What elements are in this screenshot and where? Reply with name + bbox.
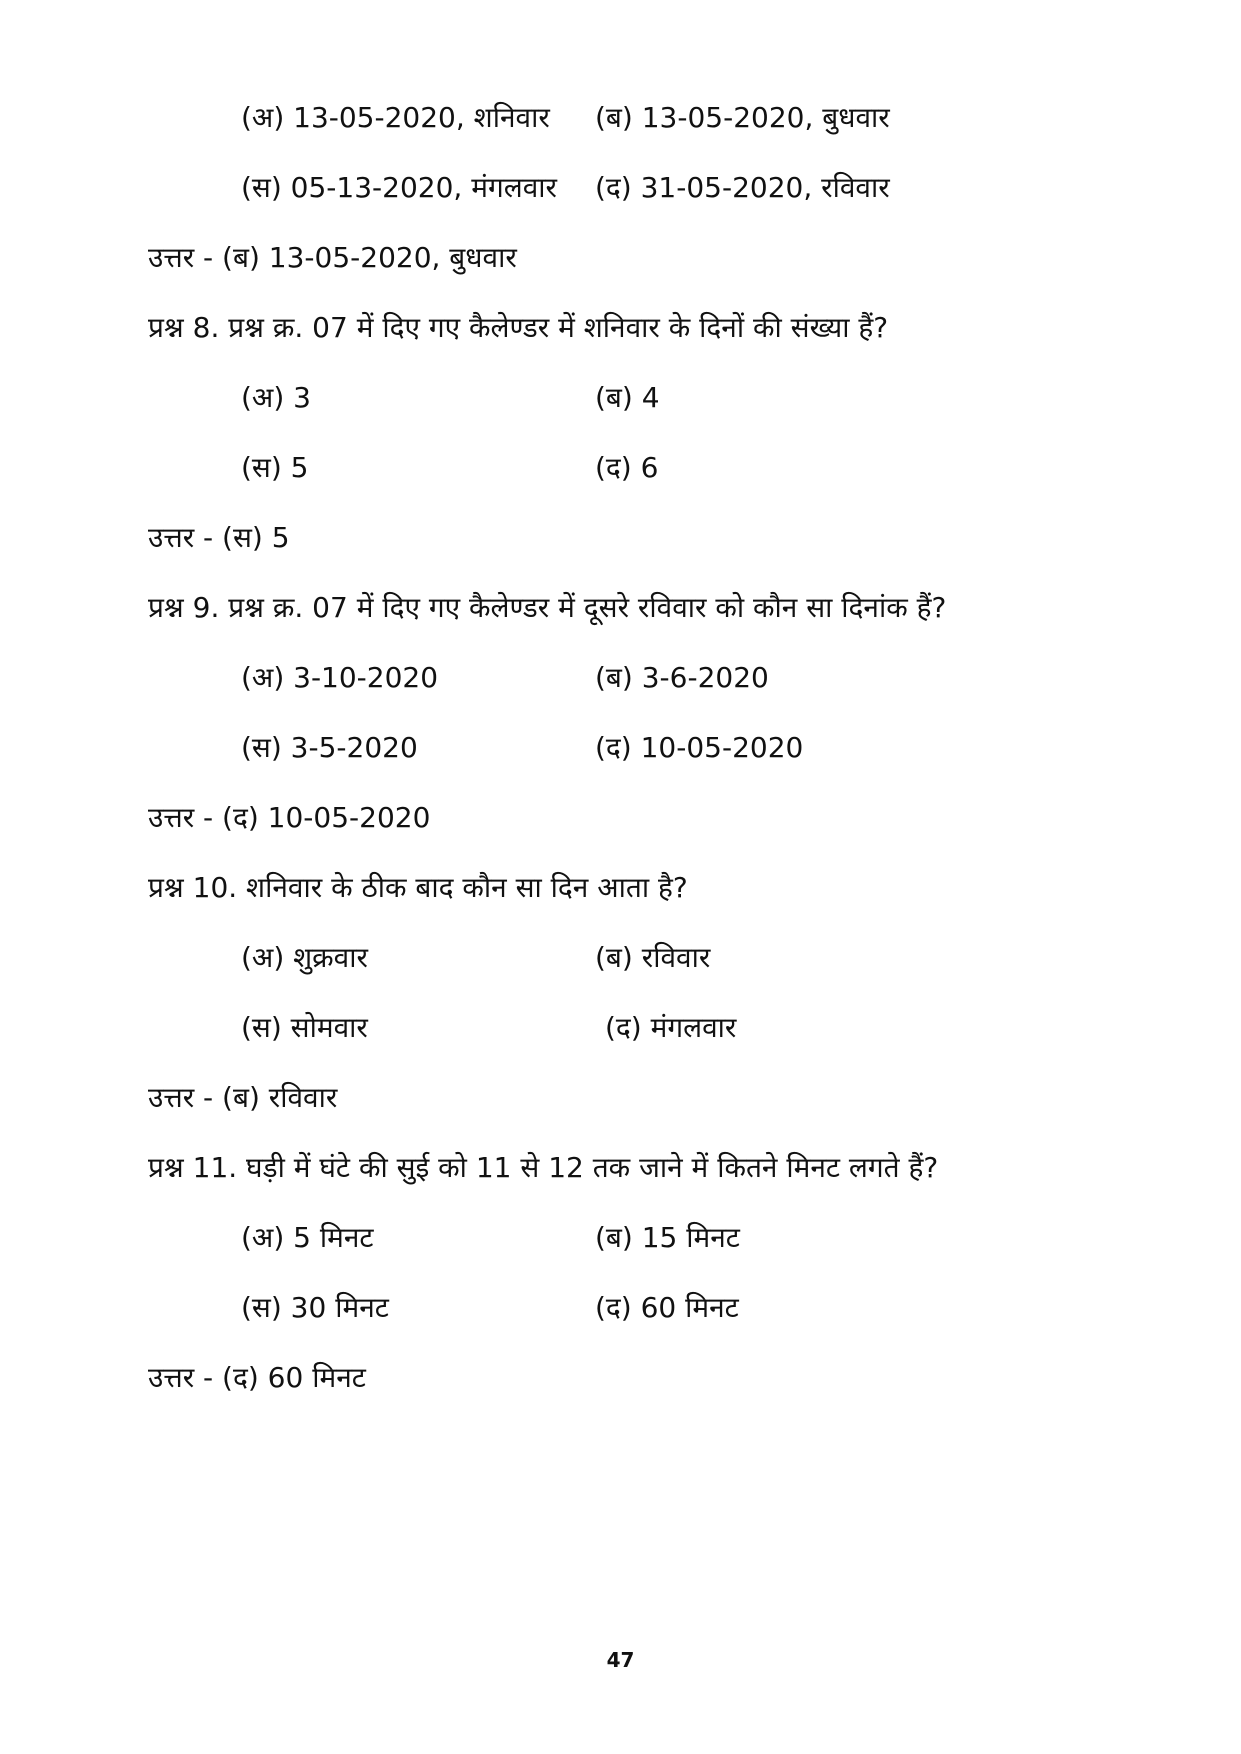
- prev-option-a: (अ) 13-05-2020, शनिवार: [241, 101, 550, 134]
- q10-answer: उत्तर - (ब) रविवार: [148, 1081, 338, 1114]
- q8-option-a: (अ) 3: [241, 381, 311, 414]
- prev-option-d: (द) 31-05-2020, रविवार: [595, 171, 890, 204]
- q11-answer: उत्तर - (द) 60 मिनट: [148, 1361, 366, 1394]
- q10-option-d: (द) मंगलवार: [605, 1011, 737, 1044]
- prev-option-c: (स) 05-13-2020, मंगलवार: [241, 171, 557, 204]
- q9-option-d: (द) 10-05-2020: [595, 731, 804, 764]
- q9-option-a: (अ) 3-10-2020: [241, 661, 439, 694]
- q10-option-b: (ब) रविवार: [595, 941, 711, 974]
- question-8: प्रश्न 8. प्रश्न क्र. 07 में दिए गए कैलेण्डर में शनिवार के दिनों की संख्या हैं?: [148, 311, 889, 344]
- prev-answer: उत्तर - (ब) 13-05-2020, बुधवार: [148, 241, 517, 274]
- q8-answer: उत्तर - (स) 5: [148, 521, 290, 554]
- q11-option-c: (स) 30 मिनट: [241, 1291, 389, 1324]
- q11-option-b: (ब) 15 मिनट: [595, 1221, 740, 1254]
- q10-option-a: (अ) शुक्रवार: [241, 941, 368, 974]
- question-11: प्रश्न 11. घड़ी में घंटे की सुई को 11 से 12 तक जाने में कितने मिनट लगते हैं?: [148, 1151, 939, 1184]
- q8-option-b: (ब) 4: [595, 381, 660, 414]
- q10-option-c: (स) सोमवार: [241, 1011, 368, 1044]
- prev-option-b: (ब) 13-05-2020, बुधवार: [595, 101, 890, 134]
- q9-answer: उत्तर - (द) 10-05-2020: [148, 801, 431, 834]
- q8-option-d: (द) 6: [595, 451, 659, 484]
- q9-option-b: (ब) 3-6-2020: [595, 661, 769, 694]
- q11-option-a: (अ) 5 मिनट: [241, 1221, 374, 1254]
- question-9: प्रश्न 9. प्रश्न क्र. 07 में दिए गए कैलेण्डर में दूसरे रविवार को कौन सा दिनांक हैं?: [148, 591, 947, 624]
- question-10: प्रश्न 10. शनिवार के ठीक बाद कौन सा दिन आता है?: [148, 871, 688, 904]
- q8-option-c: (स) 5: [241, 451, 309, 484]
- q11-option-d: (द) 60 मिनट: [595, 1291, 739, 1324]
- page-number: 47: [606, 1648, 635, 1672]
- q9-option-c: (स) 3-5-2020: [241, 731, 418, 764]
